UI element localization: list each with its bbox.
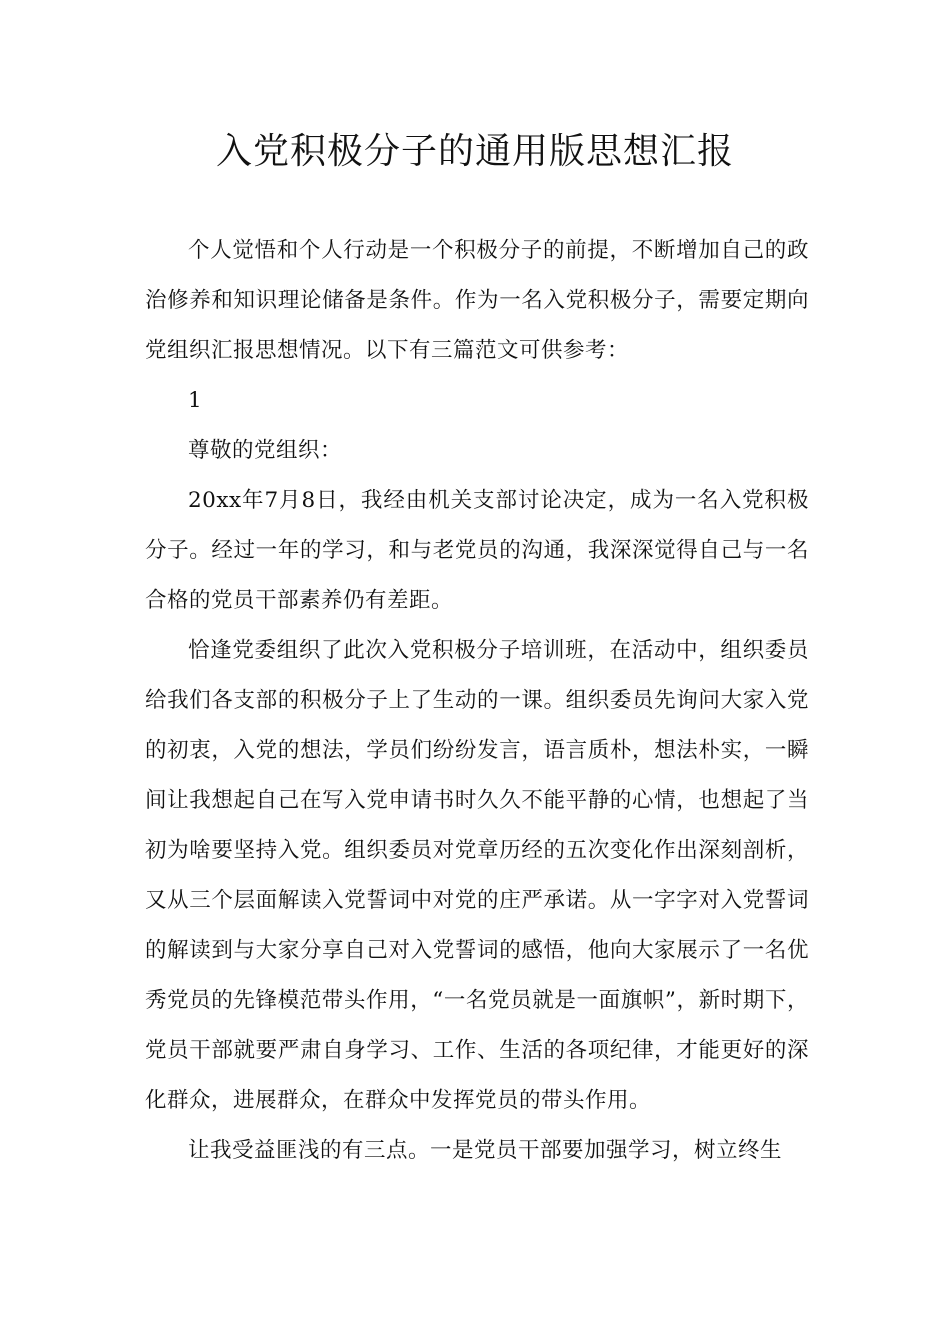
paragraph-body-2: 恰逢党委组织了此次入党积极分子培训班，在活动中，组织委员给我们各支部的积极分子上了生动的一课。组织委员先询问大家入党的初衷，入党的想法，学员们纷纷发言，语言质朴，想法朴实，一瞬间让我想起自己在写入党申请书时久久不能平静的心情，也想起了当初为啥要坚持入党。组织委员对党章历经的五次变化作出深刻剖析，又从三个层面解读入党誓词中对党的庄严承诺。从一字字对入党誓词的解读到与大家分享自己对入党誓词的感悟，他向大家展示了一名优秀党员的先锋模范带头作用，“一名党员就是一面旗帜”，新时期下，党员干部就要严肃自身学习、工作、生活的各项纪律，才能更好的深化群众，进展群众，在群众中发挥党员的带头作用。: [145, 638, 809, 1113]
paragraph-body-1: 20xx年7月8日，我经由机关支部讨论决定，成为一名入党积极分子。经过一年的学习，和与老党员的沟通，我深深觉得自己与一名合格的党员干部素养仍有差距。: [145, 488, 809, 613]
paragraph-intro: 个人觉悟和个人行动是一个积极分子的前提，不断增加自己的政治修养和知识理论储备是条件。作为一名入党积极分子，需要定期向党组织汇报思想情况。以下有三篇范文可供参考：: [145, 238, 809, 363]
document-body: [145, 226, 809, 1176]
paragraph-salutation: 尊敬的党组织：: [188, 438, 343, 463]
paragraph-body-3: 让我受益匪浅的有三点。一是党员干部要加强学习，树立终生: [188, 1138, 783, 1163]
paragraph-number: 1: [188, 388, 203, 413]
document-title: 入党积极分子的通用版思想汇报: [215, 131, 734, 172]
